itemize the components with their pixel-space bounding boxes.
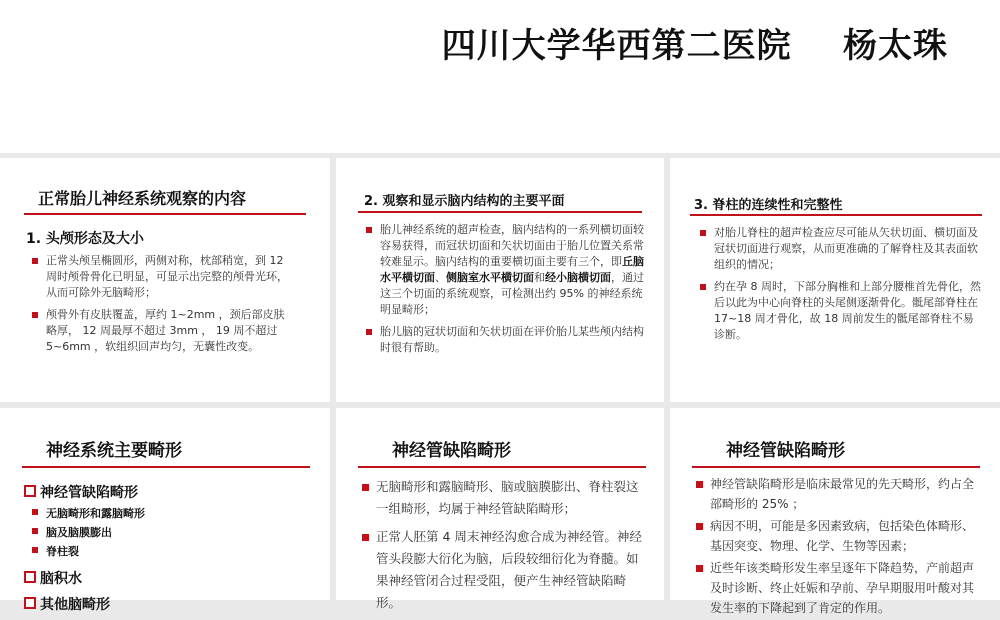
list-item: 正常人胚第 4 周末神经沟愈合成为神经管。神经管头段膨大衍化为脑，后段较细衍化为脊髓。如果神经管闭合过程受阻，便产生神经管缺陷畸形。 bbox=[360, 526, 650, 614]
bold-term: 丘脑水平横切面 bbox=[380, 255, 644, 284]
subcategory-item: 脊柱裂 bbox=[32, 543, 79, 559]
bullet-list bbox=[360, 476, 650, 620]
bullet-list bbox=[698, 225, 984, 349]
title-underline bbox=[690, 214, 982, 216]
text-span: 和 bbox=[534, 271, 545, 284]
list-item bbox=[364, 222, 646, 318]
panel-subheading: 1. 头颅形态及大小 bbox=[26, 231, 144, 247]
category-label: 神经管缺陷畸形 bbox=[24, 482, 138, 502]
category-label: 脑积水 bbox=[24, 568, 82, 588]
list-item: 对胎儿脊柱的超声检查应尽可能从矢状切面、横切面及冠状切面进行观察，从而更准确的了解脊柱及其表面软组织的情况； bbox=[698, 225, 984, 273]
list-item: 近些年该类畸形发生率呈逐年下降趋势，产前超声及时诊断、终止妊娠和孕前、孕早期服用叶酸对其发生率的下降起到了肯定的作用。 bbox=[694, 558, 984, 618]
category-label: 其他脑畸形 bbox=[24, 594, 110, 614]
panel-title: 神经系统主要畸形 bbox=[46, 441, 182, 461]
panel-title: 3. 脊柱的连续性和完整性 bbox=[694, 198, 843, 213]
subcategory-item: 脑及脑膜膨出 bbox=[32, 524, 112, 540]
bullet-list bbox=[694, 474, 984, 620]
panel-title: 正常胎儿神经系统观察的内容 bbox=[38, 189, 247, 208]
slide-panel-1[interactable] bbox=[0, 158, 330, 402]
header-title: 四川大学华西第二医院 杨太珠 bbox=[441, 26, 948, 66]
text-span: 胎儿神经系统的超声检查，脑内结构的一系列横切面较容易获得，而冠状切面和矢状切面由于胎儿位置关系常较难显示。脑内结构的重要横切面主要有三个，即 bbox=[380, 223, 644, 268]
text-span: 、 bbox=[435, 271, 446, 284]
list-item: 颅骨外有皮肤覆盖，厚约 1~2mm ，颈后部皮肤略厚， 12 周最厚不超过 3mm ， 19 周不超过 5~6mm ，软组织回声均匀，无囊性改变。 bbox=[30, 307, 292, 355]
panel-title: 神经管缺陷畸形 bbox=[392, 441, 511, 461]
list-item: 病因不明，可能是多因素致病，包括染色体畸形、基因突变、物理、化学、生物等因素； bbox=[694, 516, 984, 556]
bold-term: 经小脑横切面 bbox=[545, 271, 611, 284]
bullet-list bbox=[364, 222, 646, 362]
title-underline bbox=[22, 466, 310, 468]
list-item: 无脑畸形和露脑畸形、脑或脑膜膨出、脊柱裂这一组畸形，均属于神经管缺陷畸形； bbox=[360, 476, 650, 520]
bullet-list bbox=[30, 253, 292, 361]
title-underline bbox=[358, 211, 642, 213]
text-span: ，通过这三个切面的系统观察，可检测出约 95% 的神经系统明显畸形； bbox=[380, 271, 644, 316]
list-item: 正常头颅呈椭圆形，两侧对称，枕部稍宽，到 12 周时颅骨骨化已明显，可显示出完整的颅骨光环，从而可除外无脑畸形； bbox=[30, 253, 292, 301]
header-bar bbox=[0, 0, 1000, 153]
subcategory-item: 无脑畸形和露脑畸形 bbox=[32, 505, 145, 521]
title-underline bbox=[692, 466, 980, 468]
slide-panel-6[interactable] bbox=[670, 408, 1000, 615]
bold-term: 侧脑室水平横切面 bbox=[446, 271, 534, 284]
slide-panel-2[interactable] bbox=[336, 158, 664, 402]
slide-panel-3[interactable] bbox=[670, 158, 1000, 402]
panel-title: 神经管缺陷畸形 bbox=[726, 441, 845, 461]
slide-panel-4[interactable] bbox=[0, 408, 330, 613]
title-underline bbox=[24, 213, 306, 215]
list-item: 约在孕 8 周时，下部分胸椎和上部分腰椎首先骨化，然后以此为中心向脊柱的头尾侧逐渐骨化。骶尾部脊柱在 17~18 周才骨化，故 18 周前发生的骶尾部脊柱不易诊断。 bbox=[698, 279, 984, 343]
list-item: 胎儿脑的冠状切面和矢状切面在评价胎儿某些颅内结构时很有帮助。 bbox=[364, 324, 646, 356]
title-underline bbox=[358, 466, 646, 468]
list-item: 神经管缺陷畸形是临床最常见的先天畸形，约占全部畸形的 25% ； bbox=[694, 474, 984, 514]
panel-title: 2. 观察和显示脑内结构的主要平面 bbox=[364, 194, 565, 209]
slide-panel-5[interactable] bbox=[336, 408, 664, 610]
